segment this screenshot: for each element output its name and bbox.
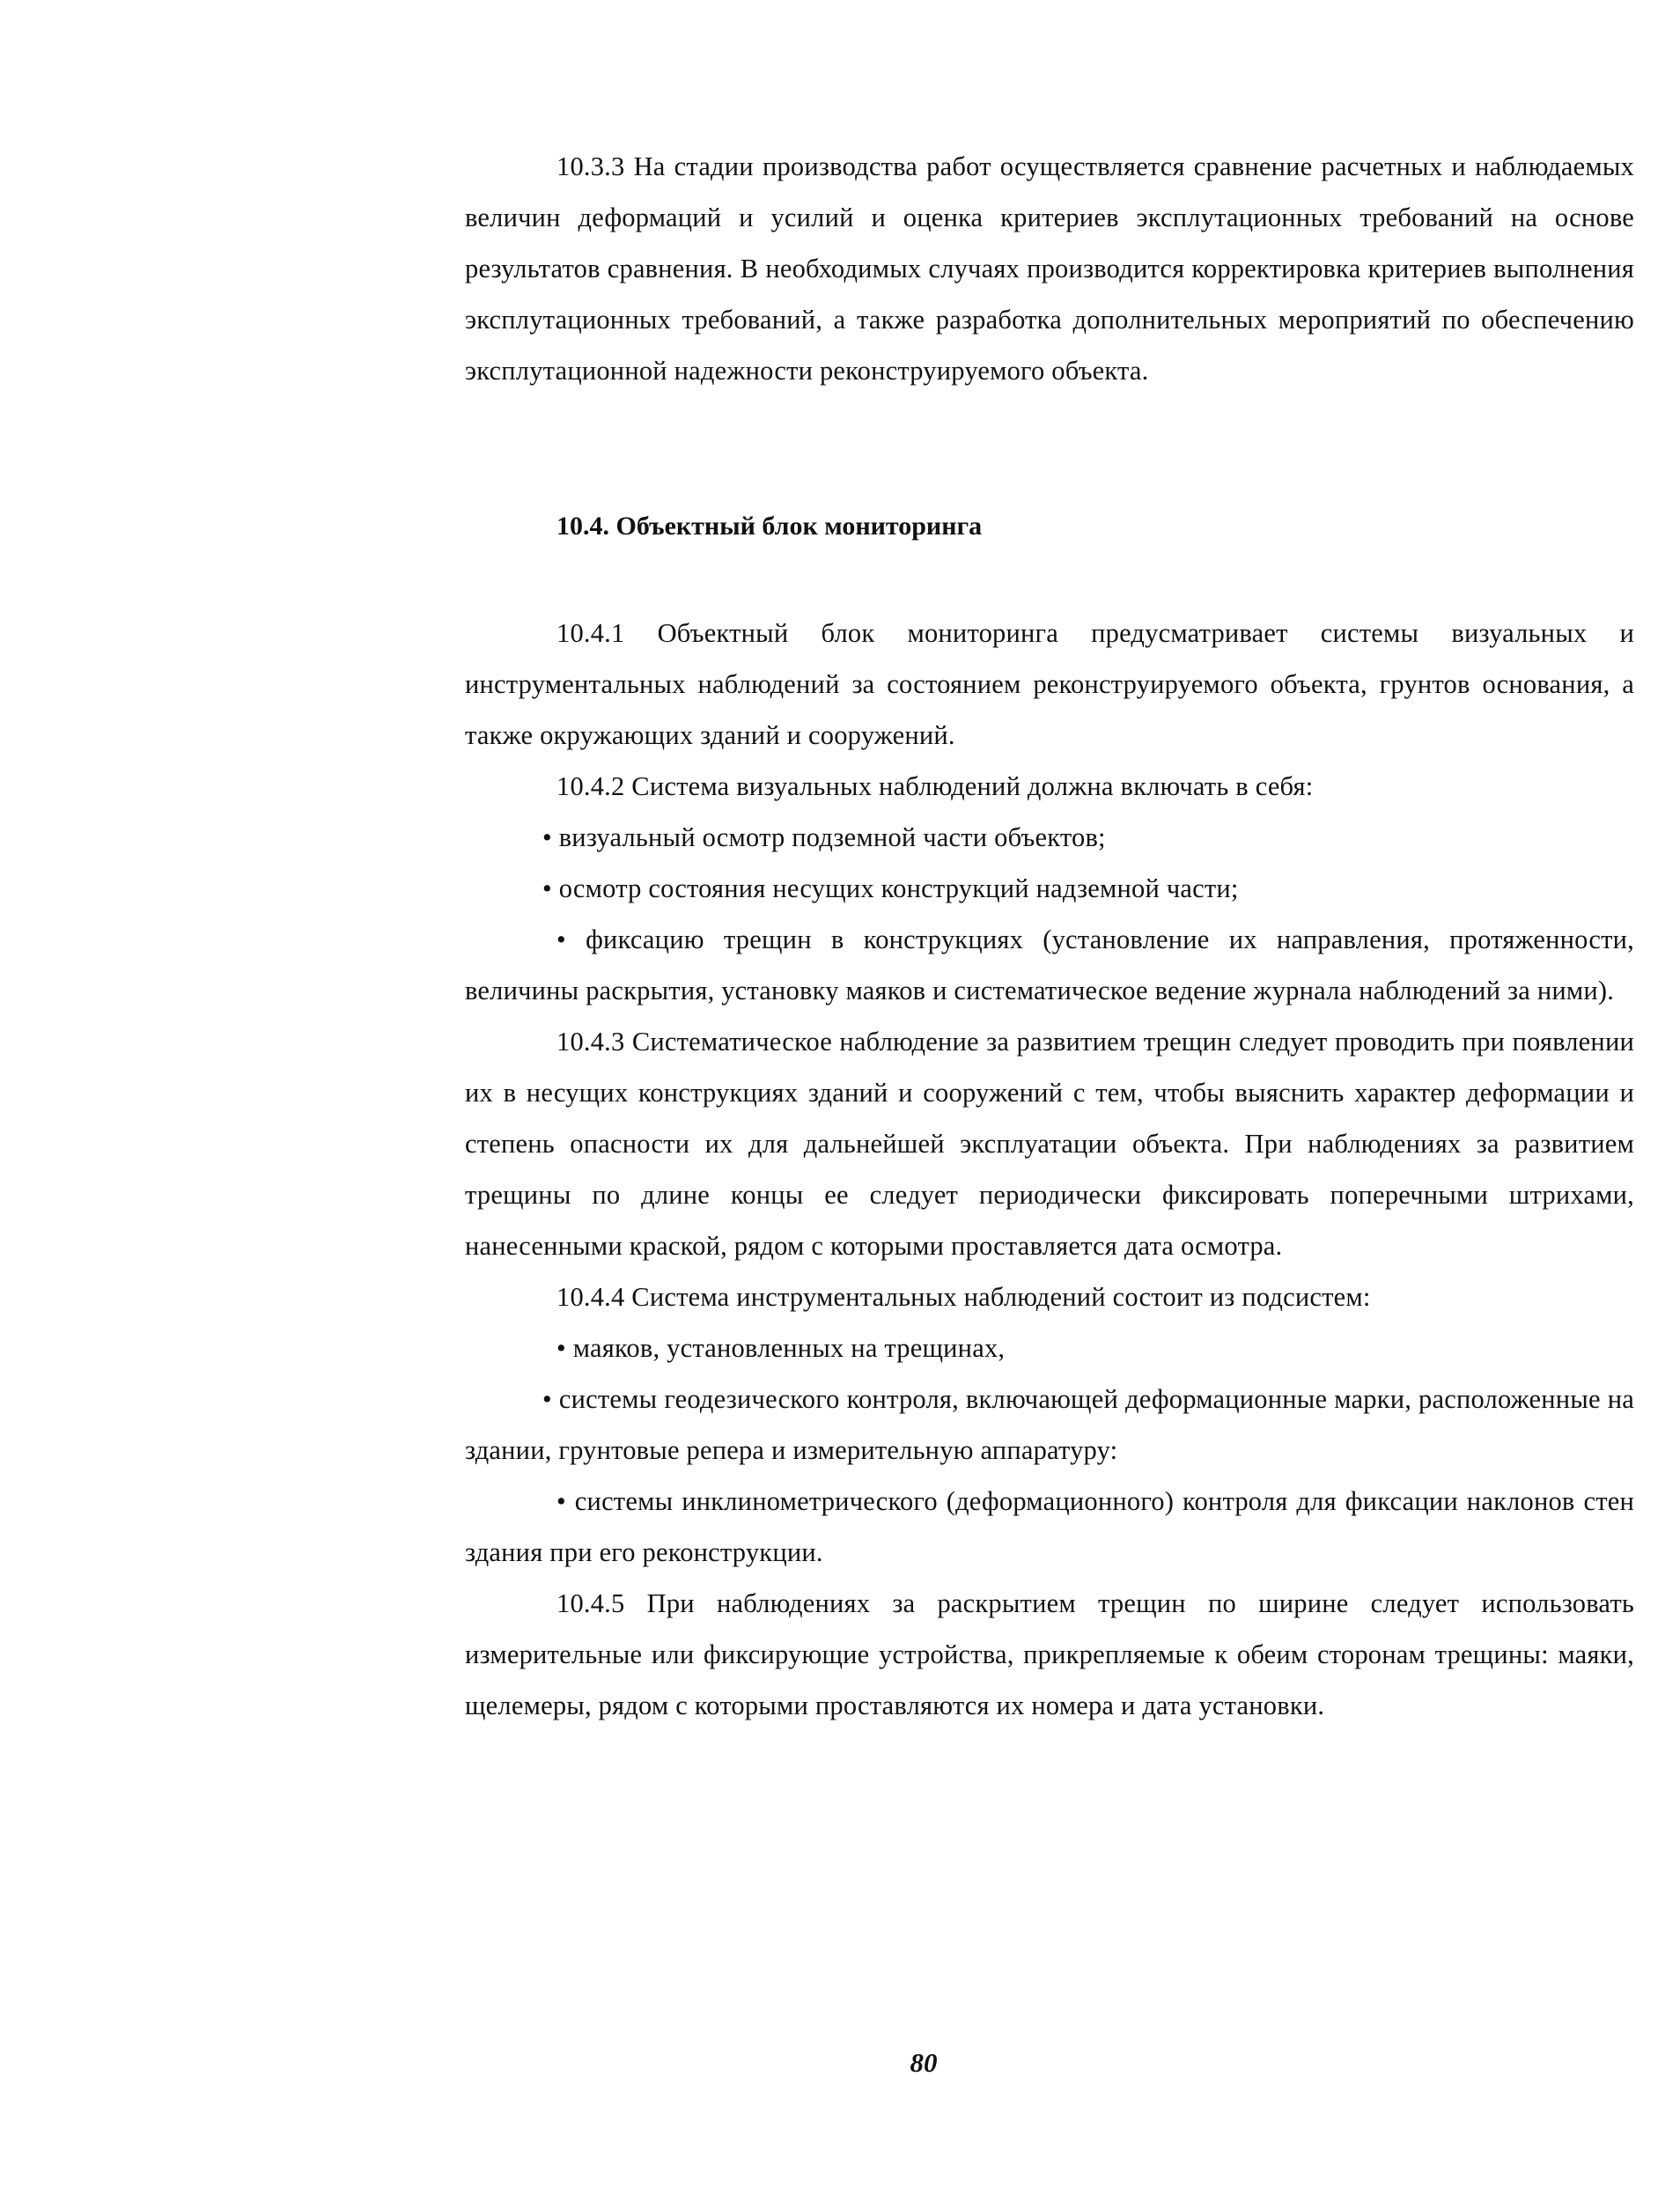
- paragraph-10-4-4: 10.4.4 Система инструментальных наблюдений состоит из подсистем:: [556, 1282, 1371, 1312]
- paragraph-10-4-2: 10.4.2 Система визуальных наблюдений должна включать в себя:: [556, 771, 1314, 801]
- list-item: • маяков, установленных на трещинах,: [556, 1333, 1006, 1363]
- paragraph-10-4-5: 10.4.5 При наблюдениях за раскрытием трещин по ширине следует использовать измерительные или фиксирующие устройства, прикрепляемые к обеим сторонам трещины: маяки, щелемеры, рядом с которыми проставляются их номера и дата установки.: [465, 1588, 1634, 1720]
- section-10-4-body: [465, 608, 1634, 1731]
- paragraph-10-3-3: 10.3.3 На стадии производства работ осуществляется сравнение расчетных и наблюдаемых величин деформаций и усилий и оценка критериев эксплутационных требований на основе результатов сравнения. В необходимых случаях производится корректировка критериев выполнения эксплутационных требований, а также разработка дополнительных мероприятий по обеспечению эксплутационной надежности реконструируемого объекта.: [465, 151, 1634, 386]
- section-heading-10-4: 10.4. Объектный блок мониторинга: [556, 512, 983, 541]
- paragraph-10-4-3: 10.4.3 Систематическое наблюдение за развитием трещин следует проводить при появлении их в несущих конструкциях зданий и сооружений с тем, чтобы выяснить характер деформации и степень опасности их для дальнейшей эксплуатации объекта. При наблюдениях за развитием трещины по длине концы ее следует периодически фиксировать поперечными штрихами, нанесенными краской, рядом с которыми проставляется дата осмотра.: [465, 1027, 1634, 1261]
- list-item: • системы геодезического контроля, включающей деформационные марки, расположенные на здании, грунтовые репера и измерительную аппаратуру:: [465, 1384, 1634, 1465]
- list-item: • осмотр состояния несущих конструкций надземной части;: [542, 873, 1239, 903]
- page-number: 80: [910, 2047, 938, 2078]
- paragraph-10-4-1: 10.4.1 Объектный блок мониторинга предусматривает системы визуальных и инструментальных наблюдений за состоянием реконструируемого объекта, грунтов основания, а также окружающих зданий и сооружений.: [465, 618, 1634, 750]
- list-item: • визуальный осмотр подземной части объектов;: [542, 822, 1106, 852]
- list-item: • фиксацию трещин в конструкциях (установление их направления, протяженности, величины раскрытия, установку маяков и систематическое ведение журнала наблюдений за ними).: [465, 924, 1634, 1005]
- list-item: • системы инклинометрического (деформационного) контроля для фиксации наклонов стен здания при его реконструкции.: [465, 1486, 1634, 1567]
- section-10-3-3: [465, 141, 1634, 396]
